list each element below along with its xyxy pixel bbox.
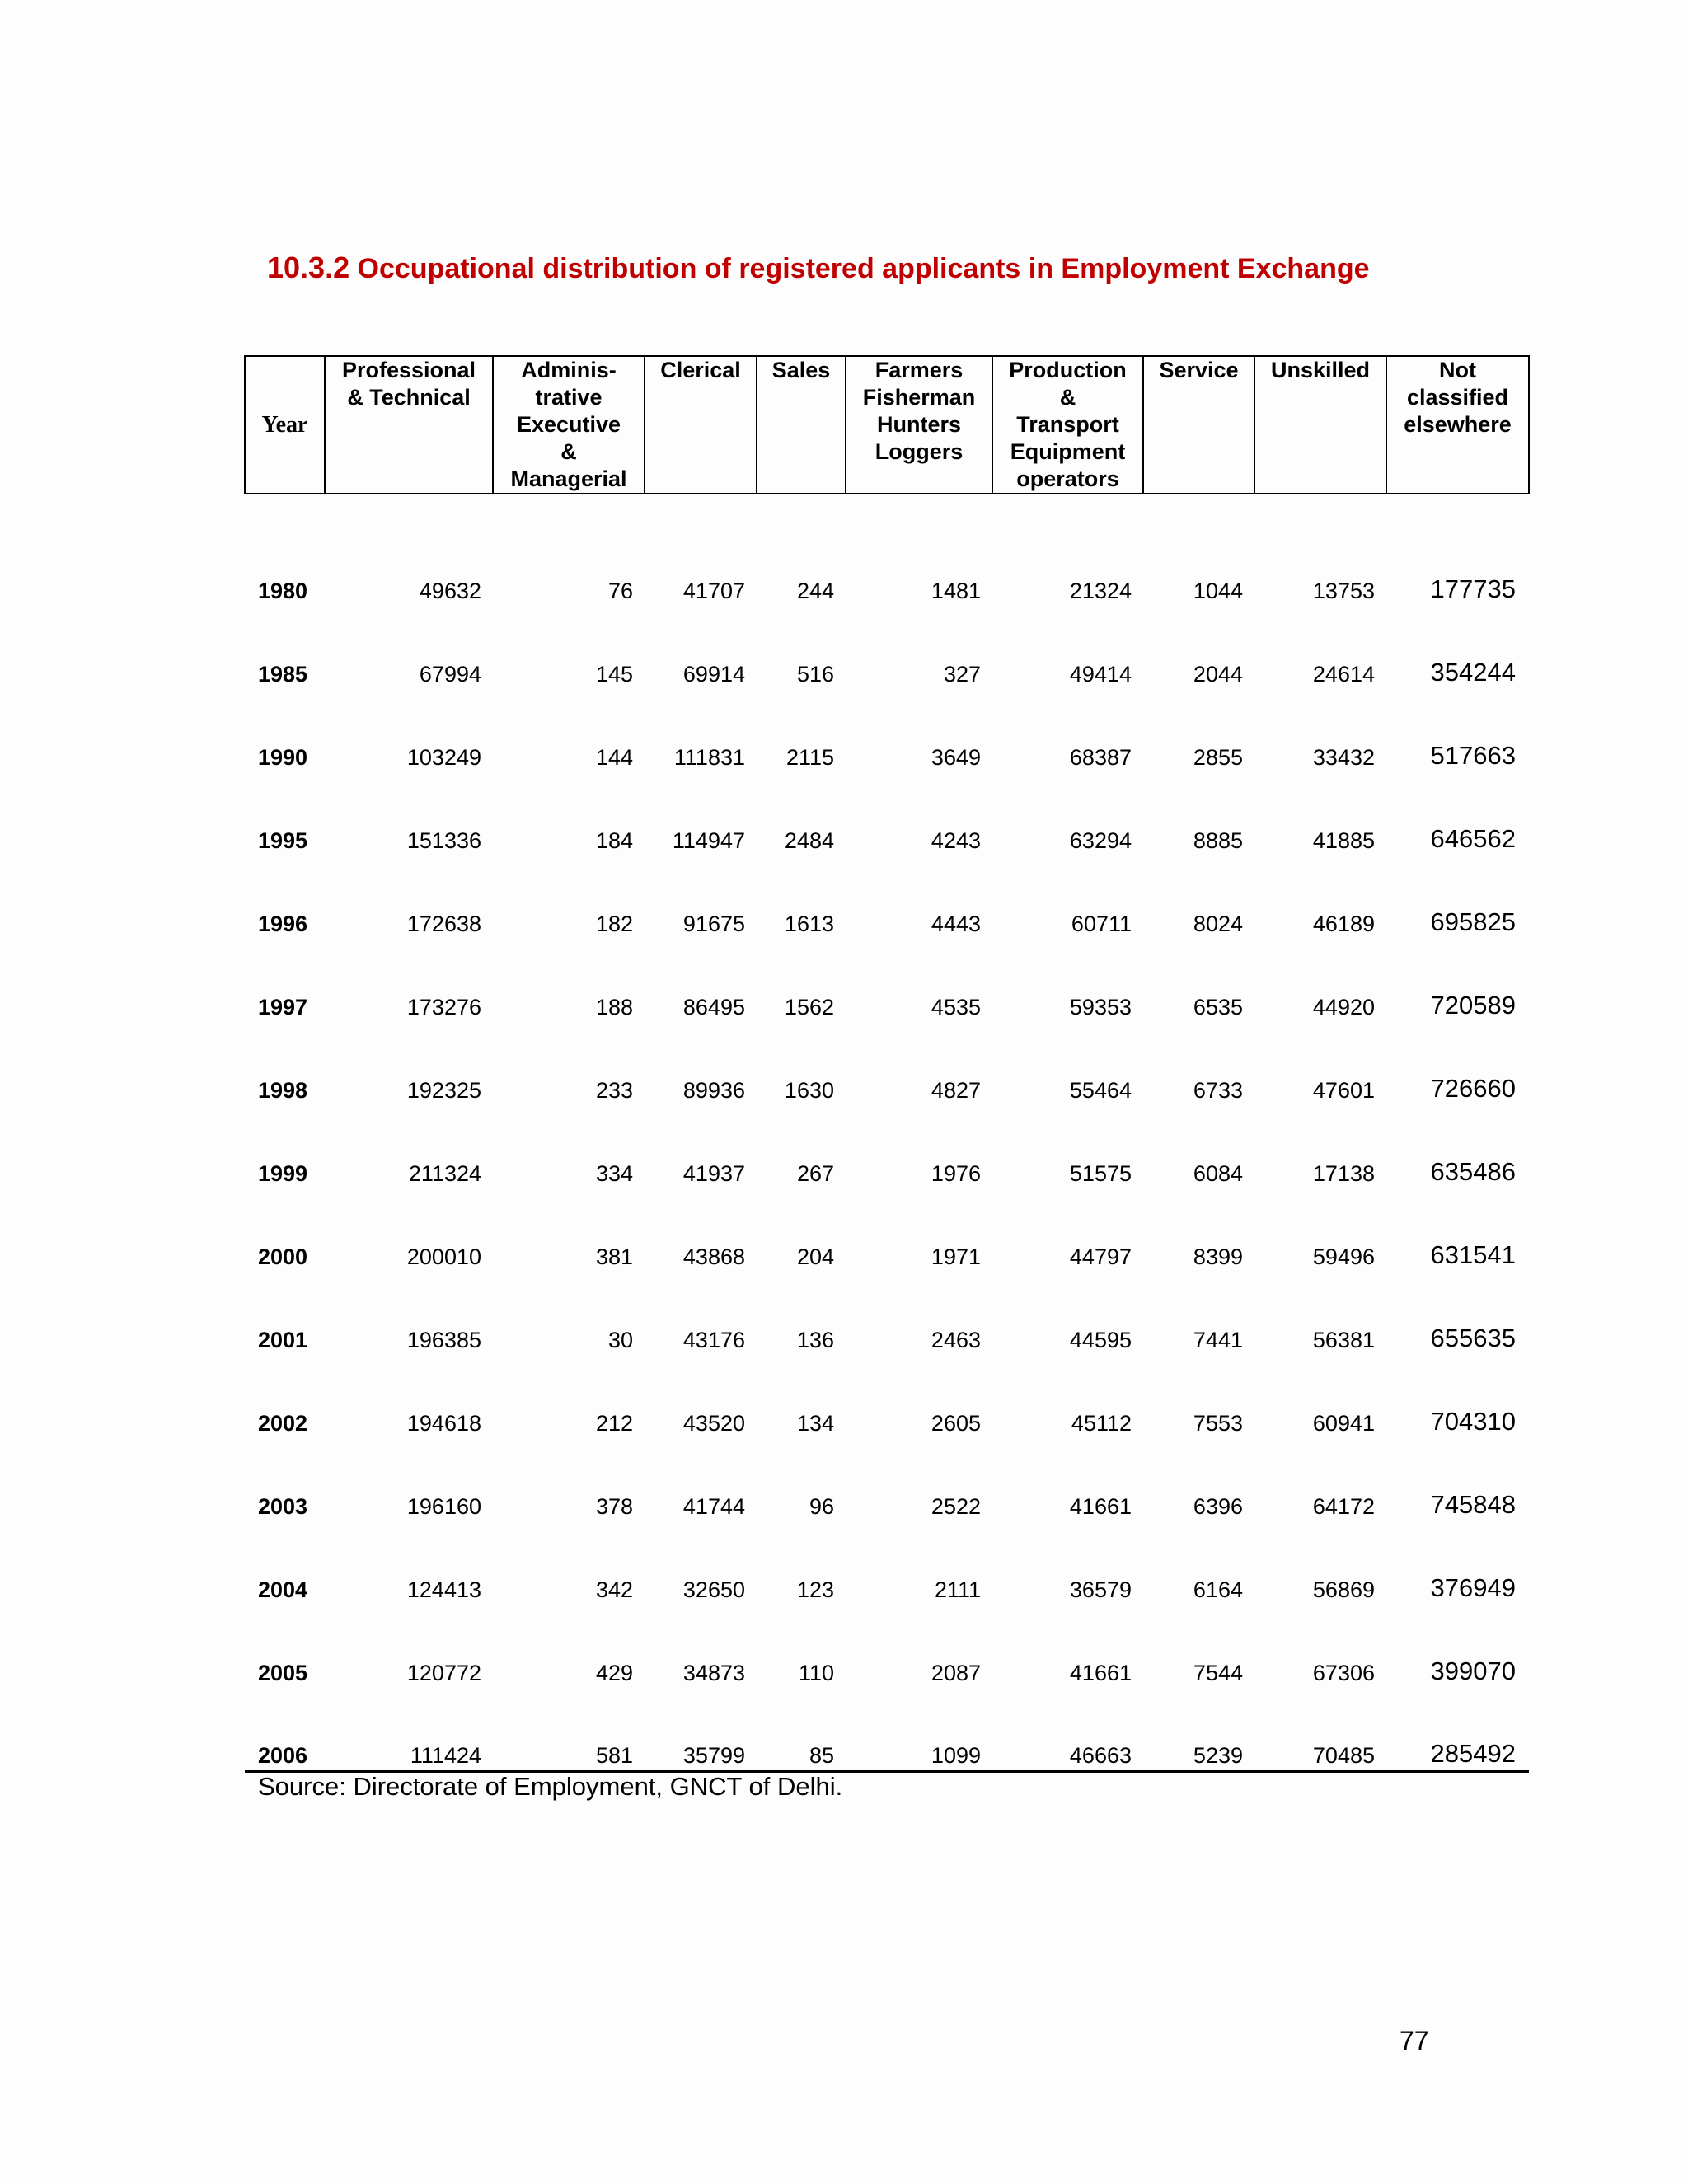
column-header-line: Loggers <box>874 439 964 464</box>
table-cell: 695825 <box>1430 907 1516 936</box>
table-cell: 60711 <box>1071 912 1132 936</box>
column-header <box>992 356 1143 494</box>
column-header-line: Production <box>1009 358 1127 382</box>
table-cell: 136 <box>796 1328 834 1352</box>
table-cell: 376949 <box>1430 1573 1516 1602</box>
table-cell: 124413 <box>406 1577 481 1602</box>
table-cell: 68387 <box>1069 745 1132 770</box>
row-year-cell: 1990 <box>258 745 308 770</box>
table-cell: 381 <box>595 1244 633 1269</box>
occupational-distribution-table-container <box>244 355 1528 1773</box>
table-cell: 41744 <box>682 1494 745 1519</box>
table-cell: 2115 <box>785 745 834 770</box>
table-cell: 2522 <box>931 1494 981 1519</box>
row-year-cell: 2006 <box>245 1696 325 1771</box>
table-cell: 56381 <box>1312 1328 1375 1352</box>
table-cell: 8024 <box>1193 912 1243 936</box>
table-cell: 2044 <box>1193 662 1243 687</box>
table-cell: 267 <box>796 1161 834 1186</box>
column-header <box>1143 356 1254 494</box>
table-cell: 41885 <box>1312 828 1375 853</box>
column-header-line: Managerial <box>510 466 627 491</box>
table-cell: 378 <box>595 1494 633 1519</box>
table-cell: 745848 <box>1430 1490 1516 1519</box>
table-cell: 36579 <box>1069 1577 1132 1602</box>
row-year-cell: 2001 <box>258 1328 308 1352</box>
table-cell: 34873 <box>682 1661 745 1685</box>
table-cell: 60941 <box>1312 1411 1375 1436</box>
column-header-line: Professional <box>341 358 476 382</box>
column-header-line: Year <box>261 412 308 438</box>
table-cell: 86495 <box>682 995 745 1019</box>
column-header-line: Sales <box>771 358 831 382</box>
column-header-line: & Technical <box>347 385 471 410</box>
table-cell: 194618 <box>406 1411 481 1436</box>
row-year-cell: 1985 <box>258 662 308 687</box>
table-cell: 1481 <box>931 579 981 603</box>
table-cell: 96 <box>809 1494 834 1519</box>
column-header-line: classified <box>1406 385 1509 410</box>
table-cell: 41707 <box>682 579 745 603</box>
table-cell: 4535 <box>931 995 981 1019</box>
column-header <box>493 356 645 494</box>
row-year-cell: 1995 <box>258 828 308 853</box>
table-cell: 5239 <box>1143 1696 1254 1771</box>
table-cell: 33432 <box>1312 745 1375 770</box>
column-header-line: Service <box>1159 358 1239 382</box>
table-cell: 7544 <box>1193 1661 1243 1685</box>
table-cell: 134 <box>796 1411 834 1436</box>
column-header-line: operators <box>1016 466 1119 491</box>
table-cell: 704310 <box>1430 1407 1516 1436</box>
table-cell: 6733 <box>1193 1078 1243 1103</box>
table-cell: 2855 <box>1193 745 1243 770</box>
table-cell: 192325 <box>406 1078 481 1103</box>
row-year-cell: 1980 <box>258 579 308 603</box>
column-header <box>1254 356 1386 494</box>
table-cell: 1971 <box>931 1244 981 1269</box>
table-cell: 13753 <box>1312 579 1375 603</box>
table-cell: 173276 <box>406 995 481 1019</box>
table-cell: 32650 <box>682 1577 745 1602</box>
table-cell: 6396 <box>1193 1494 1243 1519</box>
table-cell: 1044 <box>1193 579 1243 603</box>
column-header-line: & <box>560 439 577 464</box>
table-cell: 151336 <box>406 828 481 853</box>
table-cell: 285492 <box>1386 1696 1529 1771</box>
table-cell: 635486 <box>1430 1157 1516 1186</box>
table-cell: 35799 <box>645 1696 757 1771</box>
table-cell: 184 <box>595 828 633 853</box>
table-cell: 2087 <box>931 1661 981 1685</box>
table-cell: 67994 <box>419 662 481 687</box>
table-cell: 1562 <box>784 995 834 1019</box>
table-header-row <box>245 356 1529 494</box>
table-cell: 2484 <box>784 828 834 853</box>
column-header-line: Fisherman <box>862 385 976 410</box>
column-header <box>1386 356 1529 494</box>
table-cell: 244 <box>796 579 834 603</box>
column-header-line: Unskilled <box>1270 358 1371 382</box>
row-year-cell: 1998 <box>258 1078 308 1103</box>
heading-number: 10.3.2 <box>267 251 350 284</box>
table-cell: 1099 <box>846 1696 992 1771</box>
source-note: Source: Directorate of Employment, GNCT of Delhi. <box>258 1772 843 1801</box>
column-header <box>846 356 992 494</box>
row-year-cell: 2000 <box>258 1244 308 1269</box>
row-year-cell: 1999 <box>258 1161 308 1186</box>
row-year-cell: 1997 <box>258 995 308 1019</box>
table-cell: 517663 <box>1430 741 1516 770</box>
table-cell: 56869 <box>1312 1577 1375 1602</box>
table-cell: 720589 <box>1430 991 1516 1019</box>
table-cell: 44595 <box>1069 1328 1132 1352</box>
table-cell: 399070 <box>1430 1657 1516 1685</box>
table-cell: 110 <box>798 1661 834 1685</box>
table-row <box>245 780 1529 864</box>
row-year-cell: 2004 <box>258 1577 308 1602</box>
row-year-cell: 2005 <box>258 1661 308 1685</box>
table-cell: 212 <box>595 1411 633 1436</box>
table-cell: 49632 <box>419 579 481 603</box>
column-header-line: Farmers <box>874 358 964 382</box>
table-cell: 1976 <box>931 1161 981 1186</box>
table-cell: 6535 <box>1193 995 1243 1019</box>
table-cell: 200010 <box>406 1244 481 1269</box>
table-cell: 76 <box>607 579 633 603</box>
table-cell: 655635 <box>1430 1324 1516 1352</box>
page-number: 77 <box>1400 2026 1429 2055</box>
table-cell: 4827 <box>931 1078 981 1103</box>
table-cell: 85 <box>757 1696 846 1771</box>
table-cell: 123 <box>796 1577 834 1602</box>
table-cell: 196160 <box>406 1494 481 1519</box>
table-cell: 516 <box>796 662 834 687</box>
table-cell: 55464 <box>1069 1078 1132 1103</box>
table-cell: 46663 <box>992 1696 1143 1771</box>
table-row <box>245 1363 1529 1446</box>
occupational-distribution-table <box>244 355 1530 1773</box>
table-cell: 204 <box>796 1244 834 1269</box>
table-cell: 8885 <box>1193 828 1243 853</box>
table-cell: 70485 <box>1254 1696 1386 1771</box>
table-cell: 51575 <box>1069 1161 1132 1186</box>
table-cell: 43868 <box>682 1244 745 1269</box>
table-cell: 45112 <box>1071 1411 1132 1436</box>
table-row <box>245 1030 1529 1113</box>
table-cell: 46189 <box>1312 912 1375 936</box>
table-cell: 182 <box>595 912 633 936</box>
row-year-cell: 2003 <box>258 1494 308 1519</box>
heading-title: Occupational distribution of registered applicants in Employment Exchange <box>357 253 1370 284</box>
table-cell: 631541 <box>1430 1240 1516 1269</box>
table-row <box>245 1530 1529 1613</box>
table-cell: 188 <box>595 995 633 1019</box>
table-cell: 2605 <box>931 1411 981 1436</box>
table-cell: 44920 <box>1312 995 1375 1019</box>
table-cell: 59353 <box>1069 995 1132 1019</box>
column-header <box>757 356 846 494</box>
table-body <box>245 494 1529 1771</box>
table-row <box>245 864 1529 947</box>
table-cell: 114947 <box>672 828 745 853</box>
table-cell: 7553 <box>1193 1411 1243 1436</box>
table-cell: 59496 <box>1312 1244 1375 1269</box>
table-cell: 21324 <box>1069 579 1132 603</box>
table-cell: 41661 <box>1069 1661 1132 1685</box>
table-cell: 4243 <box>931 828 981 853</box>
table-cell: 233 <box>595 1078 633 1103</box>
table-row <box>245 1446 1529 1530</box>
table-cell: 429 <box>595 1661 633 1685</box>
table-cell: 1630 <box>784 1078 834 1103</box>
table-cell: 63294 <box>1069 828 1132 853</box>
column-header-line: Transport <box>1016 412 1119 437</box>
table-row <box>245 1696 1529 1771</box>
table-cell: 41937 <box>682 1161 745 1186</box>
table-cell: 47601 <box>1312 1078 1375 1103</box>
table-cell: 211324 <box>408 1161 481 1186</box>
table-cell: 91675 <box>682 912 745 936</box>
table-cell: 111831 <box>673 745 745 770</box>
table-cell: 6164 <box>1193 1577 1243 1602</box>
table-cell: 7441 <box>1193 1328 1243 1352</box>
table-row <box>245 1613 1529 1696</box>
column-header-line: trative <box>535 385 603 410</box>
table-cell: 581 <box>493 1696 645 1771</box>
table-cell: 44797 <box>1069 1244 1132 1269</box>
table-cell: 1613 <box>784 912 834 936</box>
column-header-line: Adminis- <box>521 358 617 382</box>
table-cell: 8399 <box>1193 1244 1243 1269</box>
row-year-cell: 1996 <box>258 912 308 936</box>
table-cell: 196385 <box>406 1328 481 1352</box>
row-year-cell: 2002 <box>258 1411 308 1436</box>
table-cell: 327 <box>943 662 981 687</box>
table-cell: 67306 <box>1312 1661 1375 1685</box>
table-cell: 120772 <box>406 1661 481 1685</box>
table-row <box>245 1113 1529 1197</box>
table-cell: 172638 <box>406 912 481 936</box>
table-cell: 49414 <box>1069 662 1132 687</box>
table-cell: 2463 <box>931 1328 981 1352</box>
table-cell: 354244 <box>1430 658 1516 687</box>
table-row <box>245 494 1529 614</box>
table-cell: 64172 <box>1312 1494 1375 1519</box>
column-header-line: Clerical <box>660 358 741 382</box>
table-cell: 17138 <box>1312 1161 1375 1186</box>
column-header-line: Executive <box>516 412 621 437</box>
column-header-year <box>245 356 325 494</box>
table-row <box>245 947 1529 1030</box>
table-cell: 4443 <box>931 912 981 936</box>
table-cell: 726660 <box>1430 1074 1516 1103</box>
table-row <box>245 614 1529 697</box>
column-header-line: & <box>1059 385 1076 410</box>
column-header <box>645 356 757 494</box>
table-cell: 6084 <box>1193 1161 1243 1186</box>
table-cell: 111424 <box>325 1696 493 1771</box>
column-header <box>325 356 493 494</box>
table-cell: 30 <box>607 1328 633 1352</box>
table-cell: 43176 <box>682 1328 745 1352</box>
table-cell: 2111 <box>934 1577 981 1602</box>
table-cell: 342 <box>595 1577 633 1602</box>
table-cell: 3649 <box>931 745 981 770</box>
column-header-line: Equipment <box>1010 439 1126 464</box>
table-row <box>245 1280 1529 1363</box>
column-header-line: elsewhere <box>1404 412 1512 437</box>
column-header-line: Not <box>1439 358 1476 382</box>
table-row <box>245 697 1529 780</box>
table-cell: 646562 <box>1430 824 1516 853</box>
table-cell: 69914 <box>682 662 745 687</box>
table-cell: 24614 <box>1312 662 1375 687</box>
table-cell: 41661 <box>1069 1494 1132 1519</box>
table-cell: 334 <box>595 1161 633 1186</box>
table-cell: 89936 <box>682 1078 745 1103</box>
table-row <box>245 1197 1529 1280</box>
table-cell: 43520 <box>682 1411 745 1436</box>
table-cell: 144 <box>595 745 633 770</box>
table-cell: 103249 <box>406 745 481 770</box>
table-cell: 177735 <box>1430 574 1516 603</box>
table-cell: 145 <box>595 662 633 687</box>
page-heading <box>267 251 1370 285</box>
column-header-line: Hunters <box>876 412 961 437</box>
